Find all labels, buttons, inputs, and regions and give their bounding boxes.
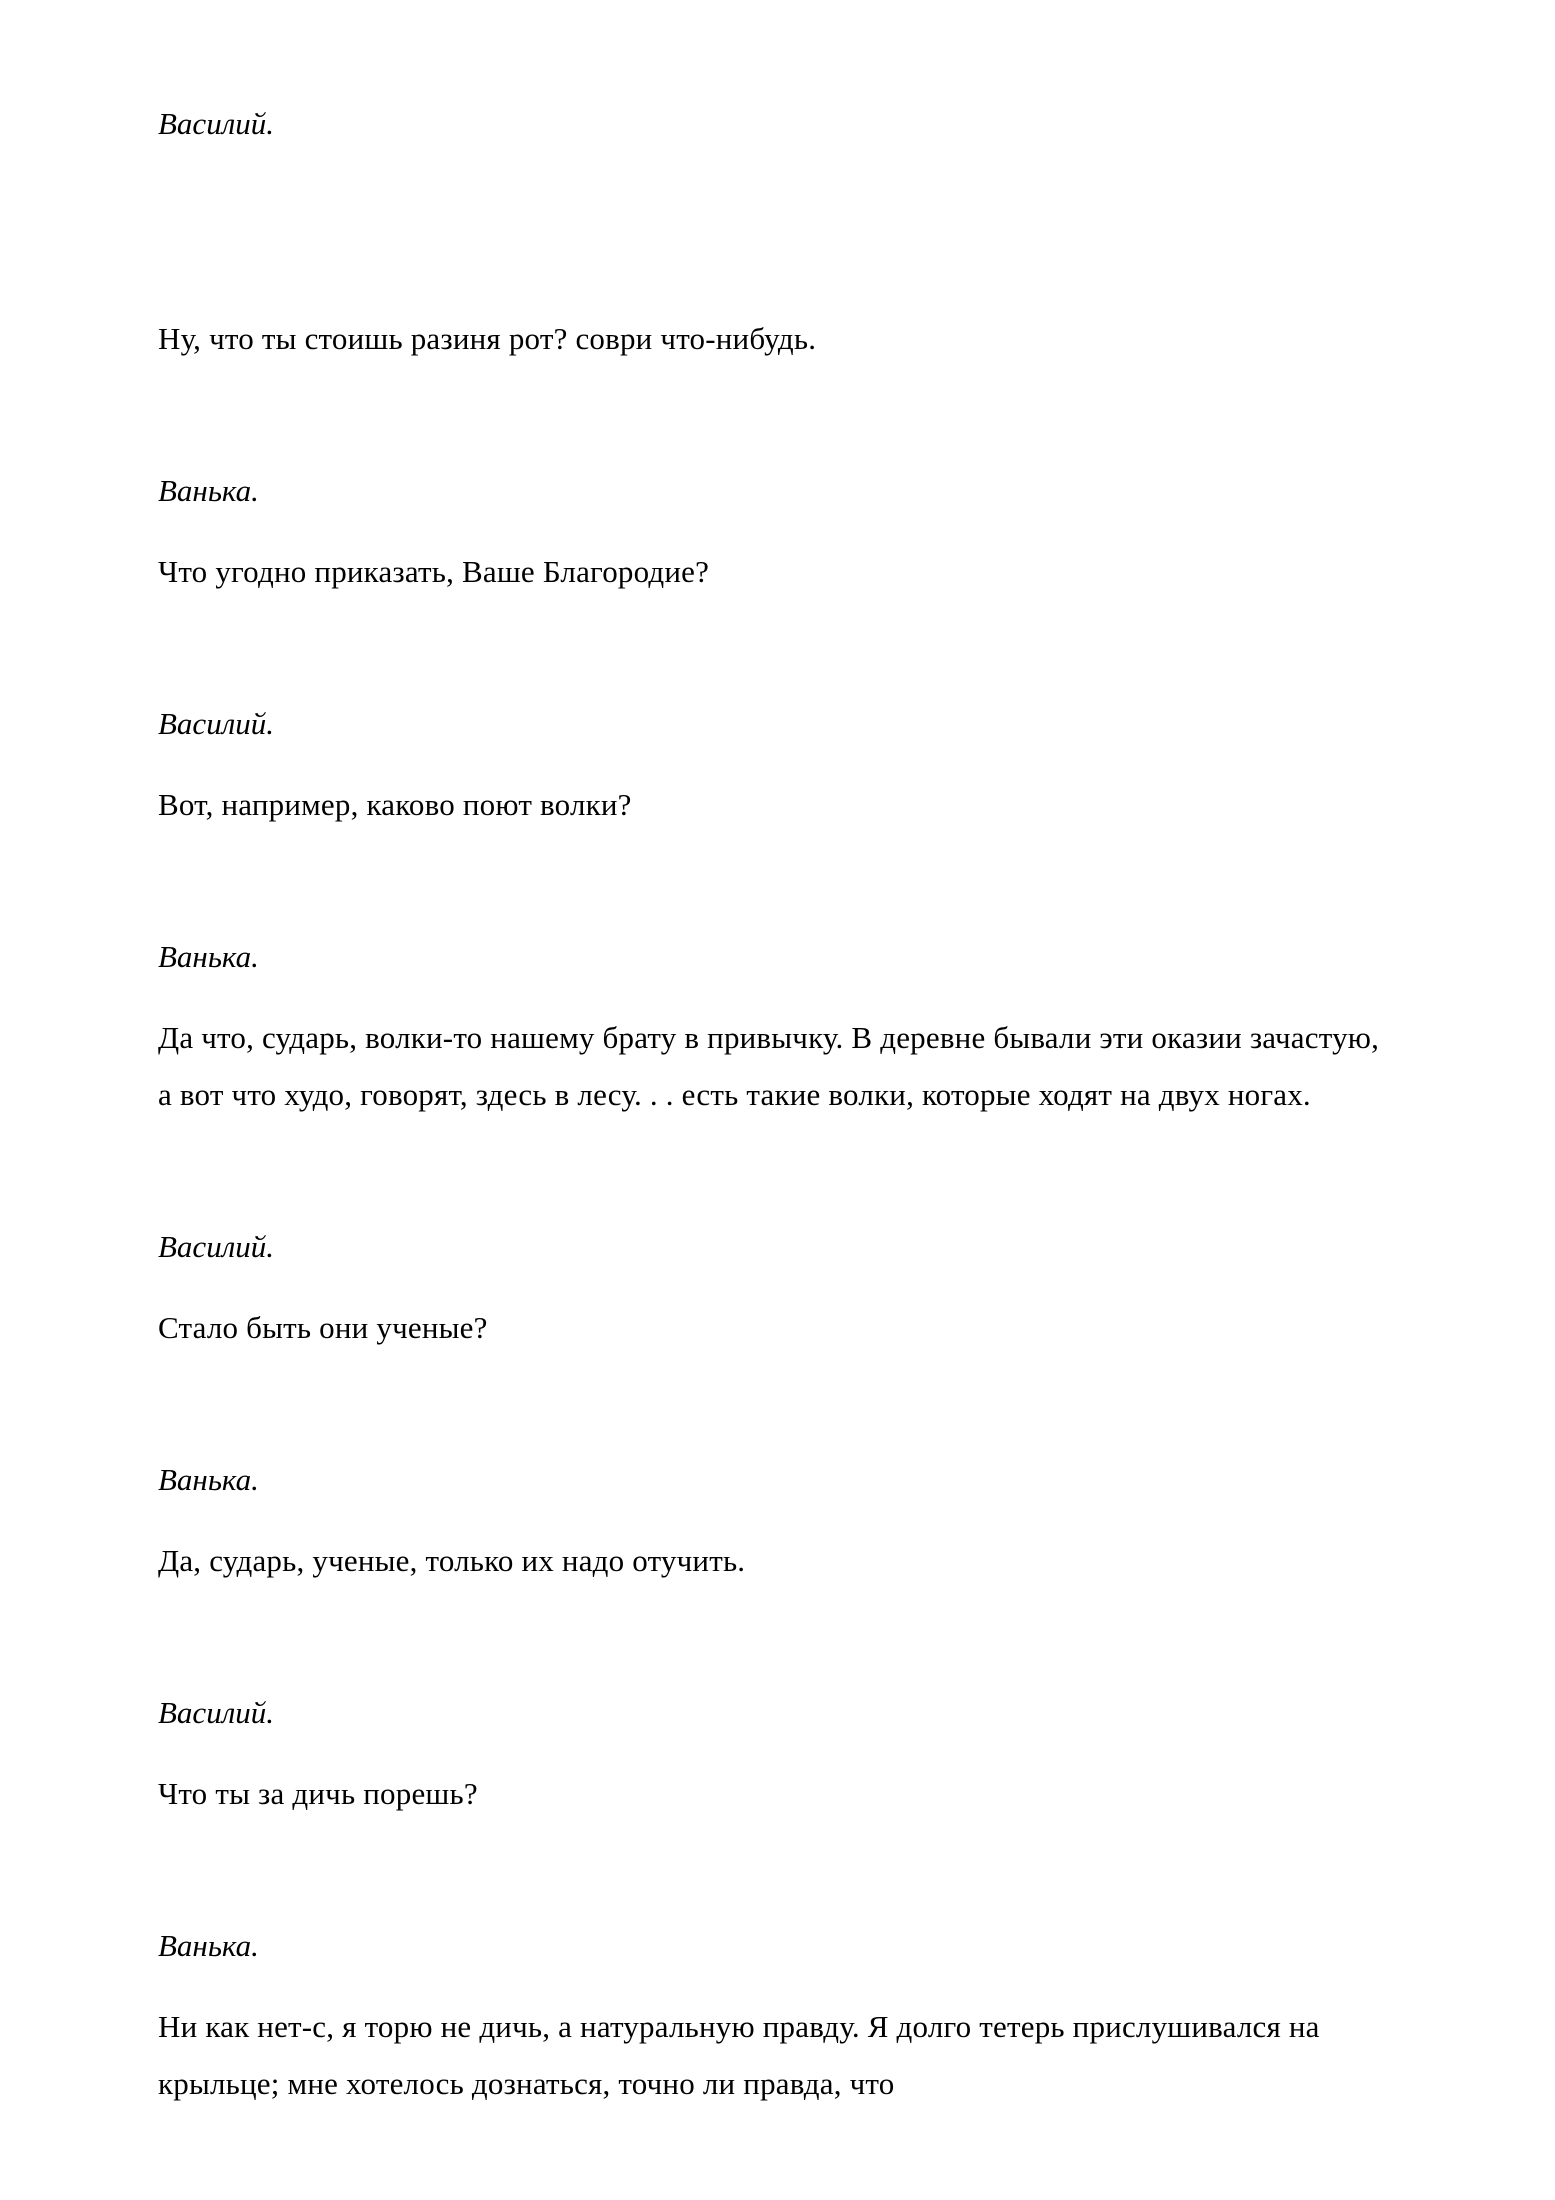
speaker-label: Василий. <box>158 1229 274 1264</box>
dialogue-text: Ну, что ты стоишь разиня рот? соври что-нибудь. <box>158 321 817 356</box>
dialogue-text: Да, сударь, ученые, только их надо отучить. <box>158 1543 746 1578</box>
speaker-label: Василий. <box>158 1695 274 1730</box>
dialogue-text: Стало быть они ученые? <box>158 1310 488 1345</box>
speaker-label: Василий. <box>158 106 274 141</box>
dialogue-entry <box>158 1460 1397 1589</box>
speaker-label: Ванька. <box>158 939 259 974</box>
speaker-label: Ванька. <box>158 473 259 508</box>
dialogue-entry <box>158 1227 1397 1356</box>
speaker-label: Ванька. <box>158 1928 259 1963</box>
dialogue-text: Вот, например, каково поют волки? <box>158 787 632 822</box>
dialogue-entry <box>158 937 1397 1123</box>
dialogue-entry <box>158 704 1397 833</box>
dialogue-entry <box>158 104 1397 367</box>
dialogue-text: Что угодно приказать, Ваше Благородие? <box>158 554 710 589</box>
dialogue-text: Да что, сударь, волки-то нашему брату в привычку. В деревне бывали эти оказии зачастую, а вот что худо, говорят, здесь в лесу. . . есть такие волки, которые ходят на двух ногах. <box>158 1020 1380 1112</box>
dialogue-entry <box>158 1926 1397 2112</box>
dialogue-text: Ни как нет-с, я торю не дичь, а натуральную правду. Я долго тетерь прислушивался на крыльце; мне хотелось дознаться, точно ли правда, что <box>158 2009 1320 2101</box>
speaker-label: Ванька. <box>158 1462 259 1497</box>
speaker-label: Василий. <box>158 706 274 741</box>
dialogue-entry <box>158 471 1397 600</box>
dialogue-text: Что ты за дичь порешь? <box>158 1776 478 1811</box>
dialogue-entry <box>158 1693 1397 1822</box>
